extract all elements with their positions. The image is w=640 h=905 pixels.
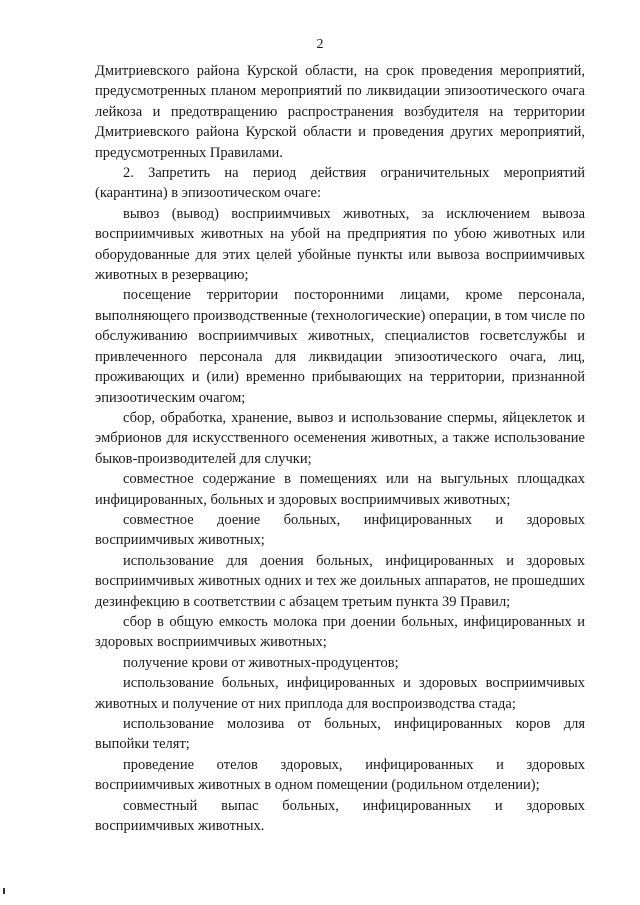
- paragraph-animal-export: вывоз (вывод) восприимчивых животных, за исключением вывоза восприимчивых животных на убой на предприятия по убою животных или оборудованные для этих целей убойные пункты или вывоза восприимчивых животных в резервацию;: [95, 205, 585, 284]
- page-number: 2: [316, 37, 324, 52]
- paragraph-colostrum-use: использование молозива от больных, инфицированных коров для выпойки телят;: [95, 716, 585, 753]
- paragraph-continuation: Дмитриевского района Курской области, на срок проведения мероприятий, предусмотренных планом мероприятий по ликвидации эпизоотического очага лейкоза и предотвращению распространения возбудителя на территории Дмитриевского района Курской области и проведения других мероприятий, предусмотренных Правилами.: [95, 63, 585, 161]
- paragraph-sperm-collection: сбор, обработка, хранение, вывоз и использование спермы, яйцеклеток и эмбрионов для искусственного осеменения животных, а также использование быков-производителей для случки;: [95, 409, 585, 467]
- paragraph-blood-collection: получение крови от животных-продуцентов;: [123, 654, 399, 671]
- paragraph-visitor-access: посещение территории посторонними лицами, кроме персонала, выполняющего производственные (технологические) операции, в том числе по обслуживанию восприимчивых животных, специалистов госветслужбы и привлеченного персонала для ликвидации эпизоотического очага, лиц, проживающих и (или) временно прибывающих на территории, признанной эпизоотическим очагом;: [95, 287, 585, 406]
- paragraph-joint-housing: совместное содержание в помещениях или на выгульных площадках инфицированных, больных и здоровых восприимчивых животных;: [95, 471, 585, 508]
- paragraph-joint-milking: совместное доение больных, инфицированных и здоровых восприимчивых животных;: [95, 511, 585, 549]
- paragraph-joint-grazing: совместный выпас больных, инфицированных и здоровых восприимчивых животных.: [95, 797, 585, 835]
- paragraph-milk-collection: сбор в общую емкость молока при доении больных, инфицированных и здоровых восприимчивых животных;: [95, 613, 585, 651]
- paragraph-breeding-use: использование больных, инфицированных и здоровых восприимчивых животных и получение от них приплода для воспроизводства стада;: [95, 675, 585, 712]
- paragraph-calving: проведение отелов здоровых, инфицированных и здоровых восприимчивых животных в одном помещении (родильном отделении);: [95, 756, 585, 794]
- document-body: [95, 61, 585, 836]
- paragraph-item-2-prohibit: 2. Запретить на период действия ограничительных мероприятий (карантина) в эпизоотическом очаге:: [95, 165, 585, 202]
- scan-margin-mark: [3, 888, 5, 894]
- paragraph-milking-apparatus: использование для доения больных, инфицированных и здоровых восприимчивых животных одних и тех же доильных аппаратов, не прошедших дезинфекцию в соответствии с абзацем третьим пункта 39 Правил;: [95, 552, 585, 610]
